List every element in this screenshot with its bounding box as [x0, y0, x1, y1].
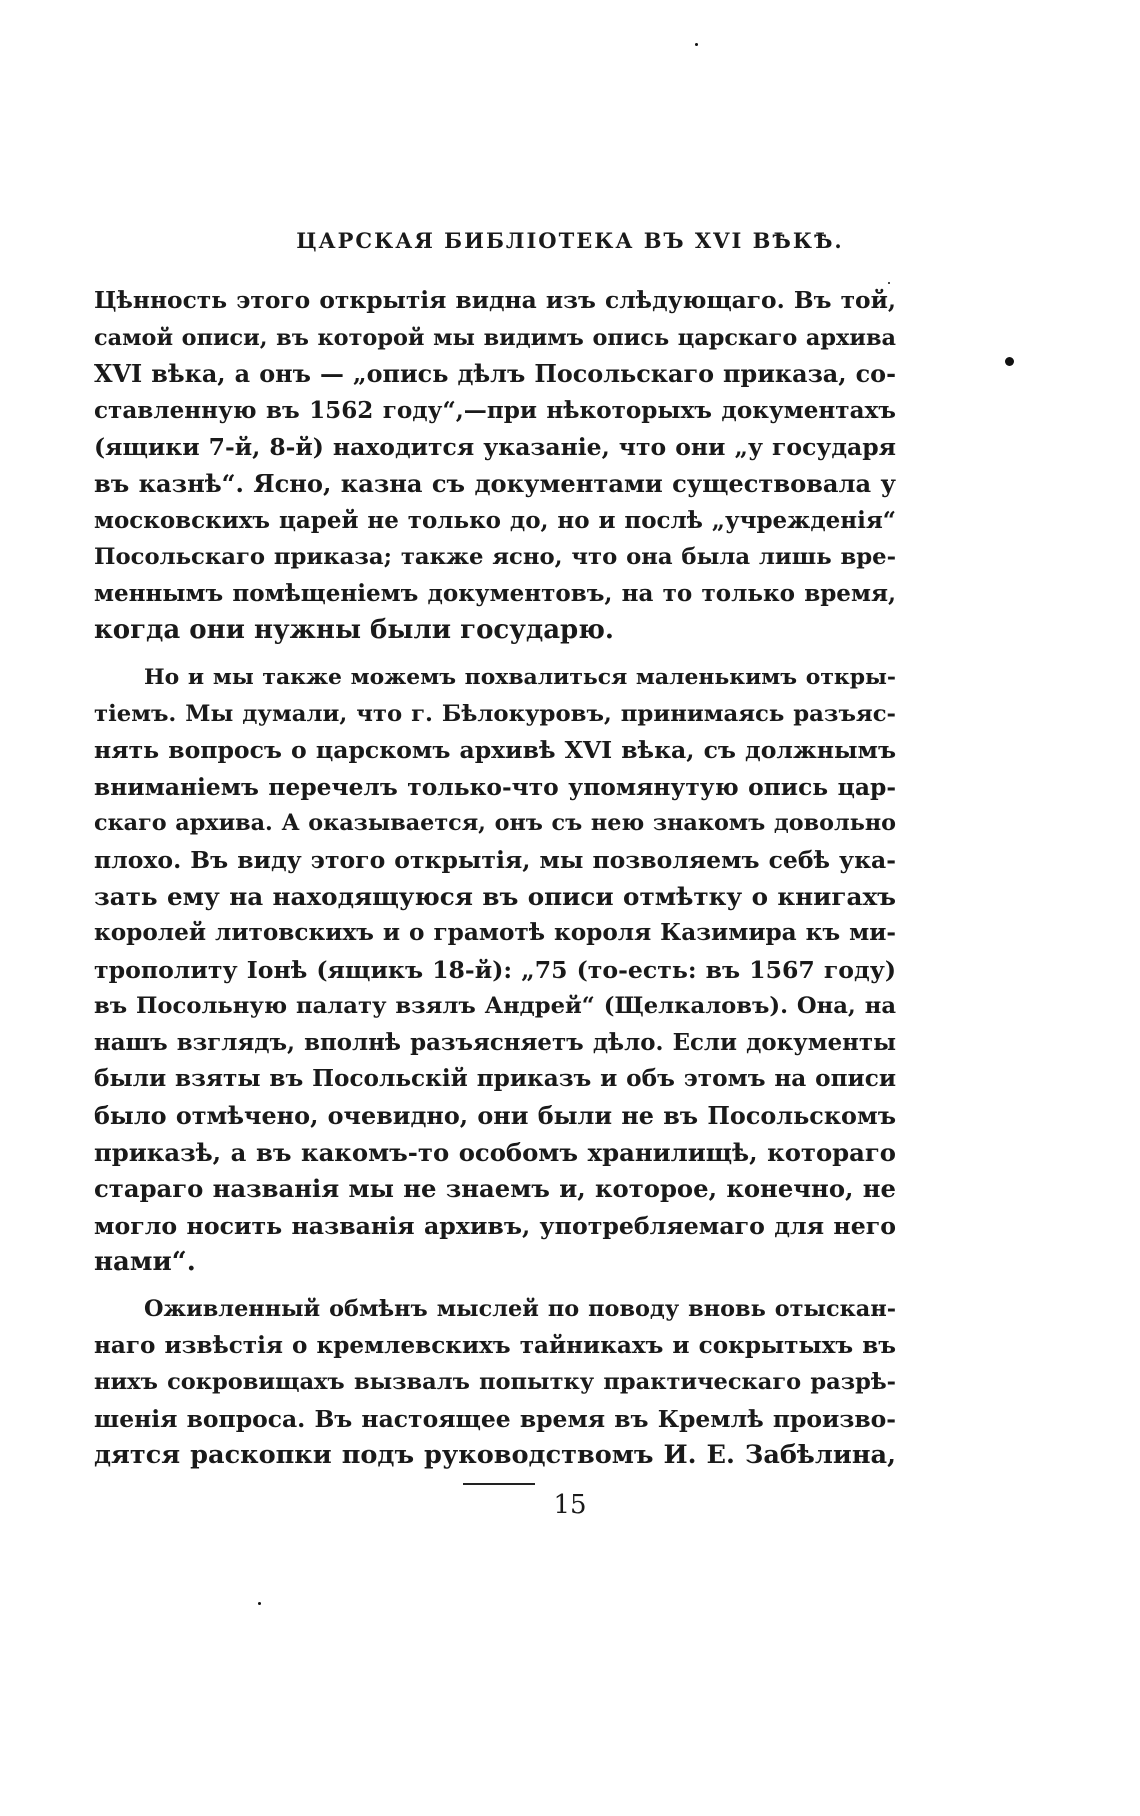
- text-line: Оживленный обмѣнъ мыслей по поводу вновь отыскан-: [144, 1296, 896, 1323]
- text-line: приказѣ, а въ какомъ-то особомъ хранилищѣ, котораго: [94, 1137, 896, 1167]
- text-line: тіемъ. Мы думали, что г. Бѣлокуровъ, принимаясь разъяс-: [94, 700, 896, 727]
- text-line: вниманіемъ перечелъ только-что упомянутую опись цар-: [94, 772, 896, 801]
- paragraph-2: [94, 659, 896, 1281]
- text-line: въ Посольную палату взялъ Андрей“ (Щелкаловъ). Она, на: [94, 993, 896, 1020]
- text-line: самой описи, въ которой мы видимъ опись царскаго архива: [94, 324, 896, 351]
- text-line: (ящики 7-й, 8-й) находится указаніе, что они „у государя: [94, 433, 896, 462]
- text-line: ставленную въ 1562 году“,—при нѣкоторыхъ документахъ: [94, 396, 896, 424]
- text-line: наго извѣстія о кремлевскихъ тайникахъ и сокрытыхъ въ: [94, 1331, 896, 1359]
- text-line: меннымъ помѣщеніемъ документовъ, на то только время,: [94, 579, 896, 607]
- text-line: нихъ сокровищахъ вызвалъ попытку практическаго разрѣ-: [94, 1369, 896, 1396]
- text-line: королей литовскихъ и о грамотѣ короля Казимира къ ми-: [94, 919, 896, 947]
- text-line: трополиту Іонѣ (ящикъ 18-й): „75 (то-есть: въ 1567 году): [94, 955, 896, 984]
- text-line: плохо. Въ виду этого открытія, мы позволяемъ себѣ ука-: [94, 845, 896, 874]
- text-line: были взяты въ Посольскій приказъ и объ этомъ на описи: [94, 1065, 896, 1093]
- text-line: въ казнѣ“. Ясно, казна съ документами существовала у: [94, 468, 896, 498]
- text-line: могло носить названія архивъ, употребляемаго для него: [94, 1211, 896, 1240]
- text-line: зать ему на находящуюся въ описи отмѣтку о книгахъ: [94, 881, 896, 911]
- text-line: скаго архива. А оказывается, онъ съ нею знакомъ довольно: [94, 810, 896, 837]
- paragraph-1: [94, 283, 896, 649]
- text-line: Цѣнность этого открытія видна изъ слѣдующаго. Въ той,: [94, 287, 896, 314]
- text-line: было отмѣчено, очевидно, они были не въ Посольскомъ: [94, 1102, 896, 1131]
- text-line: московскихъ царей не только до, но и послѣ „учрежденія“: [94, 506, 896, 534]
- text-line: XVI вѣка, а онъ — „опись дѣлъ Посольскаго приказа, со-: [94, 360, 896, 389]
- footer-rule: [463, 1483, 535, 1485]
- paragraph-3: [94, 1291, 896, 1474]
- text-line: Но и мы также можемъ похвалиться маленькимъ откры-: [144, 663, 896, 690]
- text-line: когда они нужны были государю.: [94, 615, 614, 646]
- text-line: нашъ взглядъ, вполнѣ разъясняетъ дѣло. Если документы: [94, 1029, 896, 1056]
- body-text: [94, 283, 896, 1484]
- ink-speck: [258, 1602, 261, 1605]
- text-line: Посольскаго приказа; также ясно, что она была лишь вре-: [94, 544, 896, 571]
- running-head: ЦАРСКАЯ БИБЛІОТЕКА ВЪ XVI ВѢКѢ.: [296, 228, 844, 253]
- page-number: 15: [553, 1490, 587, 1520]
- ink-speck: [695, 43, 698, 46]
- text-line: шенія вопроса. Въ настоящее время въ Кремлѣ произво-: [94, 1404, 896, 1433]
- text-line: дятся раскопки подъ руководствомъ И. Е. Забѣлина,: [94, 1440, 896, 1471]
- ink-speck: [1005, 357, 1014, 366]
- text-line: нами“.: [94, 1247, 196, 1278]
- text-line: нять вопросъ о царскомъ архивѣ XVI вѣка, съ должнымъ: [94, 736, 896, 765]
- text-line: стараго названія мы не знаемъ и, которое, конечно, не: [94, 1174, 896, 1204]
